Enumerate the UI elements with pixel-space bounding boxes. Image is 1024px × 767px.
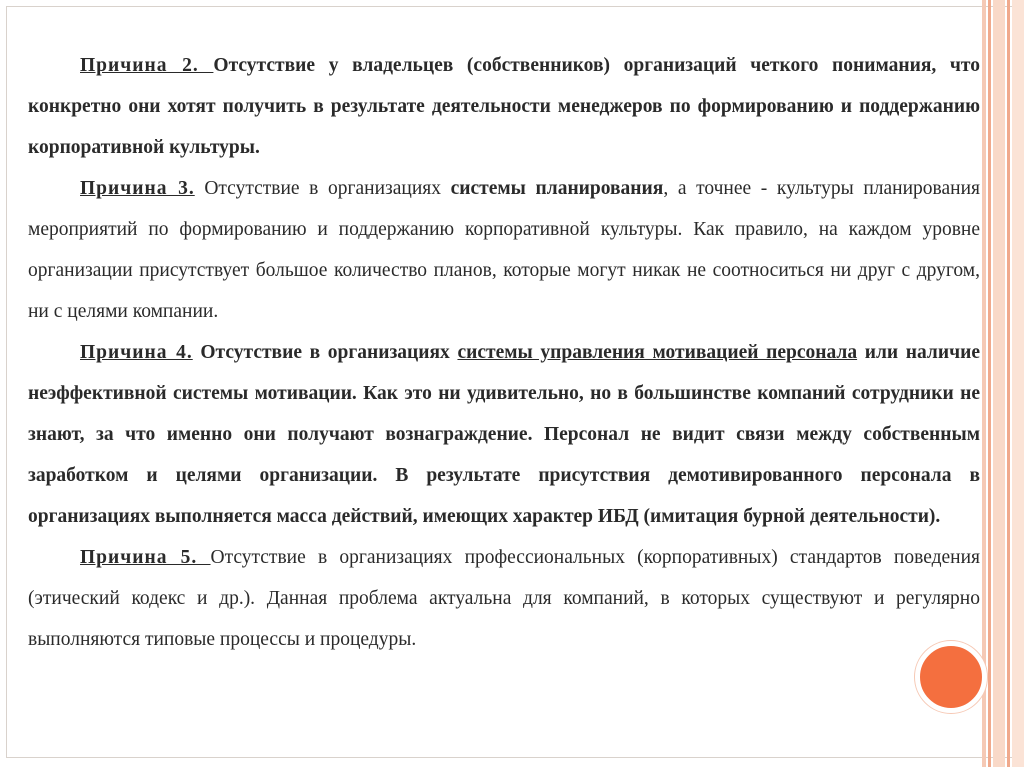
reason-emphasis: системы управления мотивацией персонала bbox=[457, 342, 858, 363]
stripe bbox=[988, 0, 991, 767]
paragraph-reason-3 bbox=[28, 168, 980, 332]
reason-label: Причина 4. bbox=[80, 342, 193, 363]
reason-text: или наличие неэффективной системы мотивации. Как это ни удивительно, но в большинстве компаний сотрудники не знают, за что именно они получают вознаграждение. Персонал не видит связи между собственным заработком и целями организации. В результате присутствия демотивированного персонала в организациях выполняется масса действий, имеющих характер ИБД (имитация бурной деятельности). bbox=[28, 342, 980, 527]
reason-emphasis: системы планирования bbox=[450, 178, 664, 199]
stripe bbox=[1007, 0, 1010, 767]
reason-text: , а точнее - культуры планирования мероприятий по формированию и поддержанию корпоративной культуры. Как правило, на каждом уровне организации присутствует большое количество планов, которые могут никак не соотноситься ни друг с другом, ни с целями компании. bbox=[28, 178, 980, 322]
reason-label: Причина 2. bbox=[80, 55, 214, 76]
slide-body bbox=[28, 45, 980, 660]
stripe bbox=[993, 0, 1005, 767]
paragraph-reason-2 bbox=[28, 45, 980, 168]
reason-label: Причина 5. bbox=[80, 547, 211, 568]
paragraph-reason-5 bbox=[28, 537, 980, 660]
reason-text: Отсутствие в организациях bbox=[192, 342, 458, 363]
stripe bbox=[982, 0, 986, 767]
decorative-stripes bbox=[982, 0, 1024, 767]
reason-text: Отсутствие в организациях профессиональных (корпоративных) стандартов поведения (этический кодекс и др.). Данная проблема актуальна для компаний, в которых существуют и регулярно выполняются типовые процессы и процедуры. bbox=[28, 547, 981, 650]
paragraph-reason-4 bbox=[28, 332, 980, 537]
reason-text: Отсутствие в организациях bbox=[194, 178, 451, 199]
stripe bbox=[1012, 0, 1024, 767]
reason-text: Отсутствие у владельцев (собственников) организаций четкого понимания, что конкретно они хотят получить в результате деятельности менеджеров по формированию и поддержанию корпоративной культуры. bbox=[28, 55, 980, 158]
reason-label: Причина 3. bbox=[80, 178, 195, 199]
